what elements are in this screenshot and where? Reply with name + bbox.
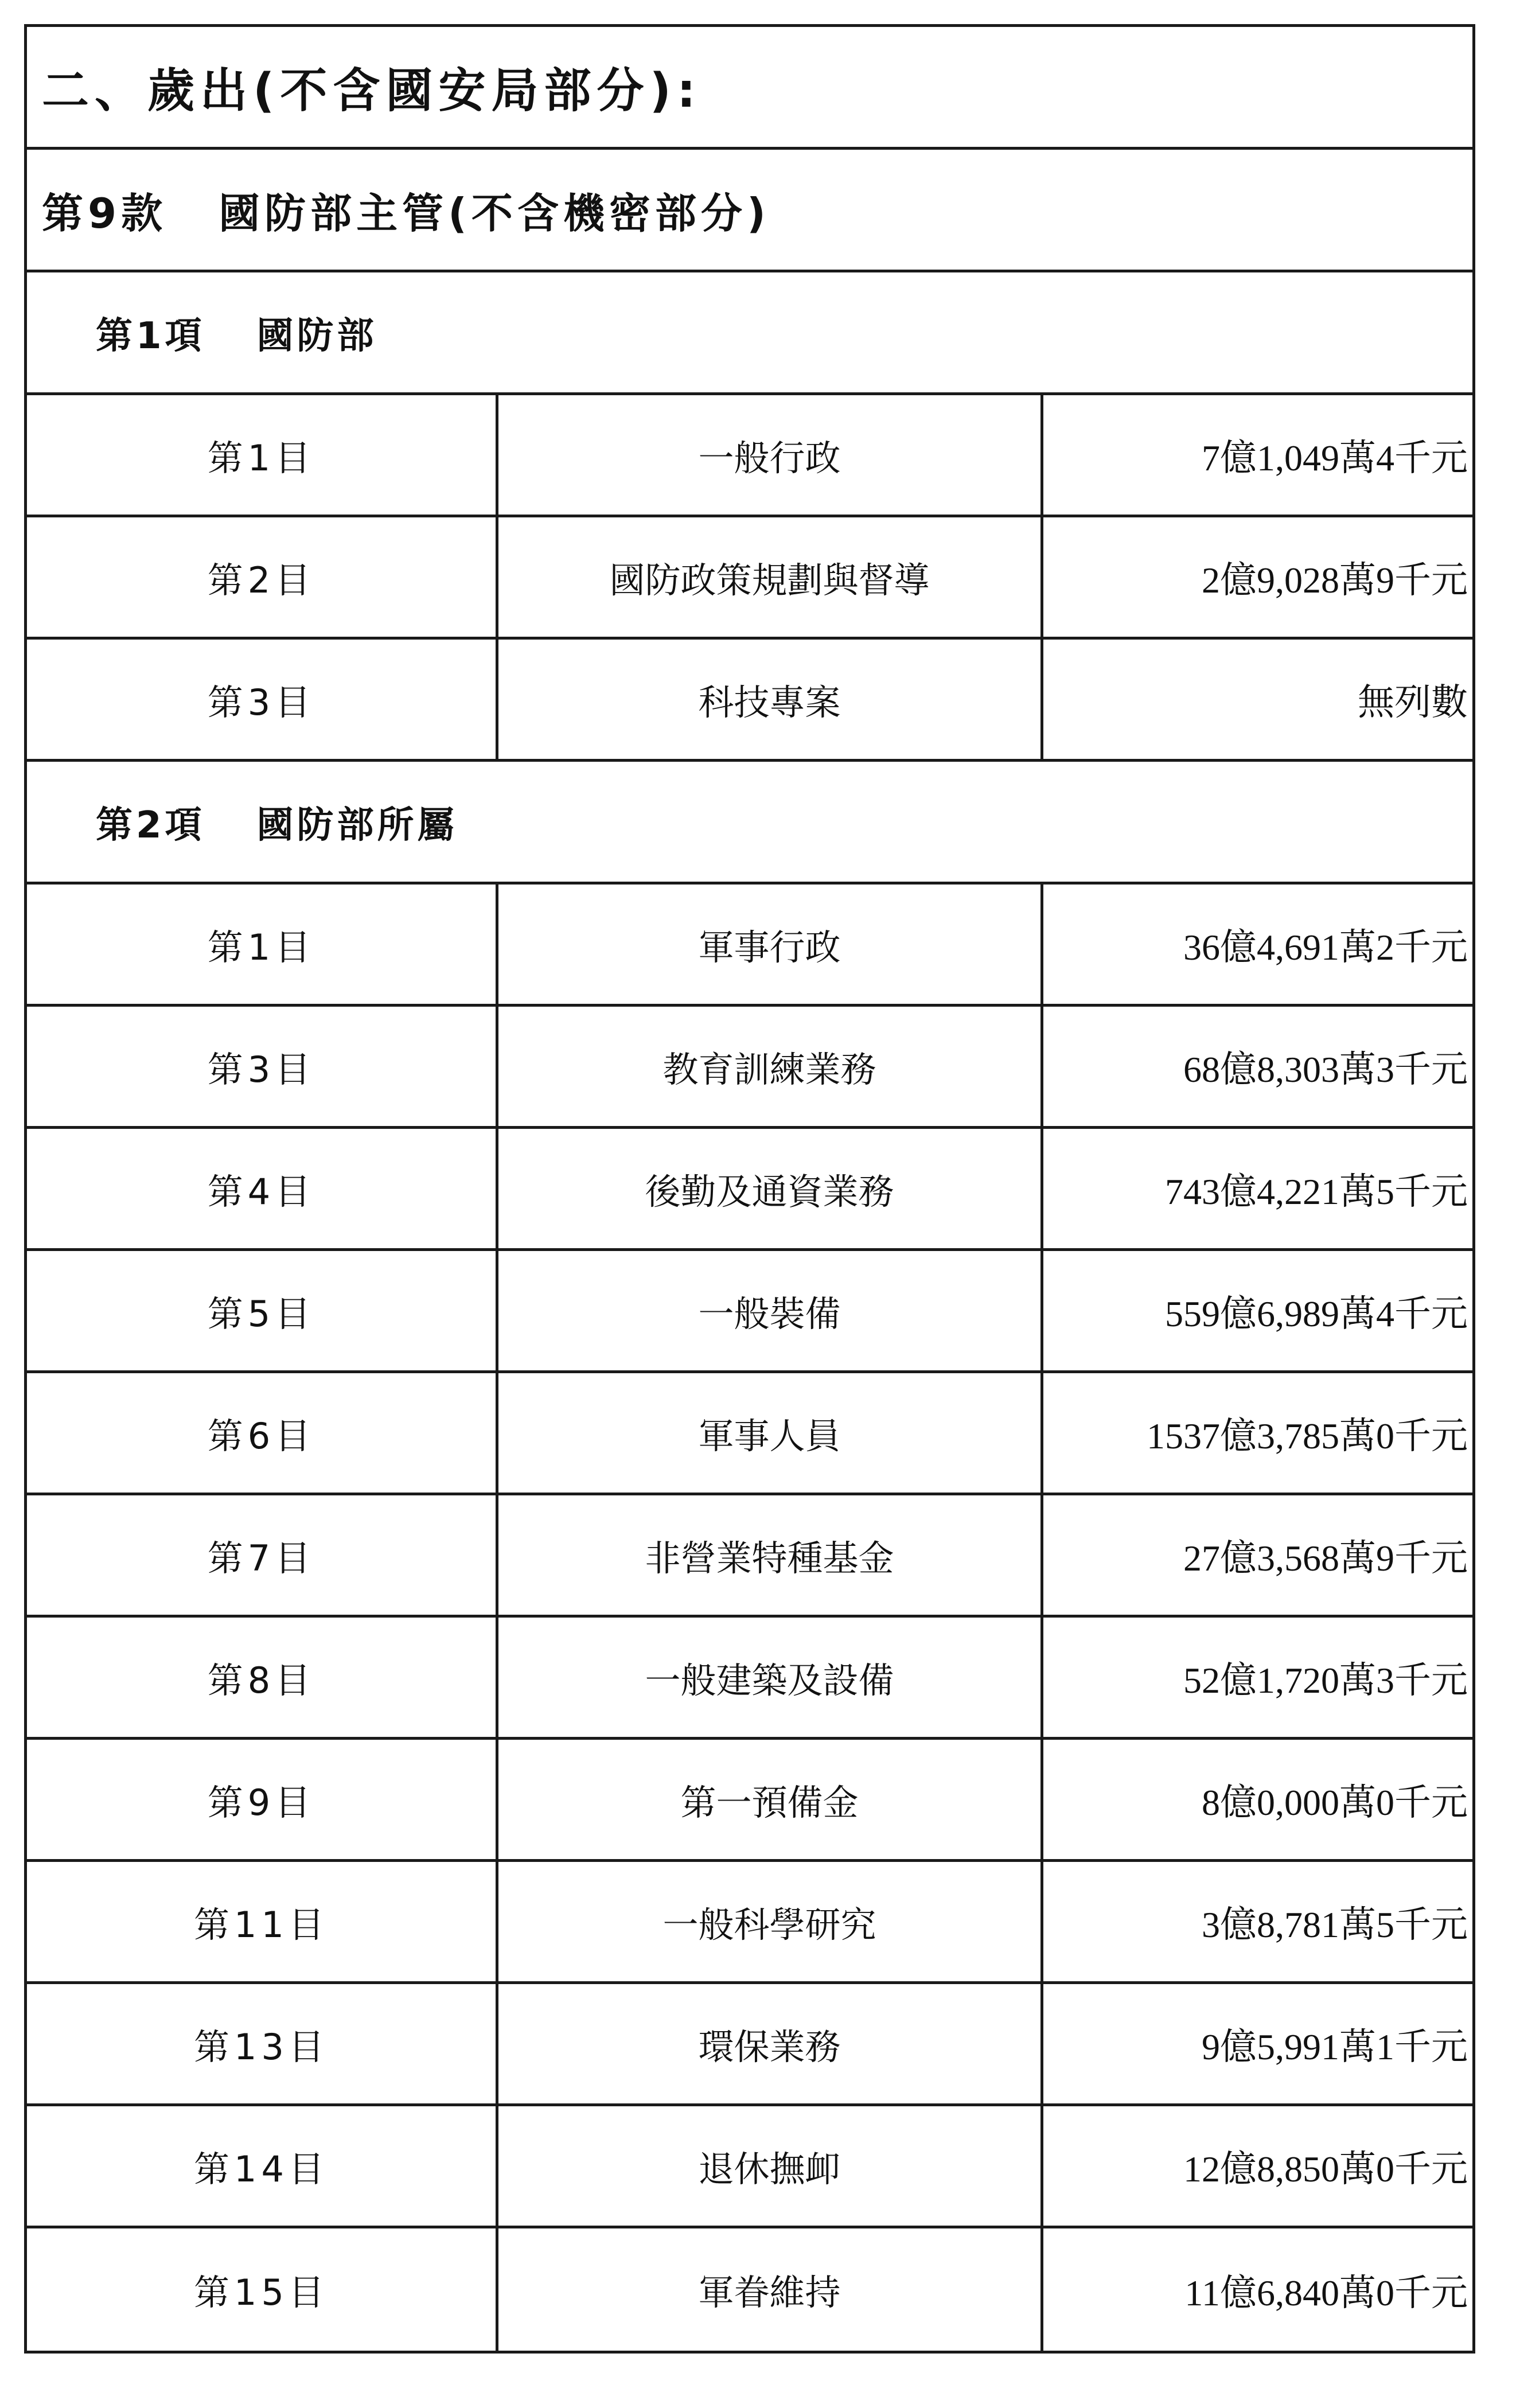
table-row: [27, 1007, 1472, 1129]
row-name: 國防政策規劃與督導: [498, 517, 1043, 637]
row-code: 第5目: [27, 1251, 498, 1370]
row-code: 第2目: [27, 517, 498, 637]
item-header: [27, 762, 1472, 885]
chapter-title: [27, 180, 770, 240]
section-header: [27, 27, 1472, 150]
item-number: 第1項: [96, 314, 205, 357]
row-name: 教育訓練業務: [498, 1007, 1043, 1126]
chapter-header: [27, 150, 1472, 272]
row-amount: 559億6,989萬4千元: [1165, 1293, 1468, 1334]
table-row: [27, 640, 1472, 762]
row-code: 第8目: [27, 1618, 498, 1737]
row-name: 非營業特種基金: [498, 1495, 1043, 1615]
row-name: 一般裝備: [498, 1251, 1043, 1370]
row-name: 科技專案: [498, 640, 1043, 759]
row-amount: 7億1,049萬4千元: [1202, 438, 1468, 478]
row-code: 第6目: [27, 1373, 498, 1493]
row-name: 第一預備金: [498, 1740, 1043, 1859]
row-name: 一般科學研究: [498, 1862, 1043, 1981]
table-row: [27, 1129, 1472, 1251]
table-row: [27, 1495, 1472, 1618]
table-row: [27, 1373, 1472, 1495]
row-amount: 68億8,303萬3千元: [1183, 1049, 1468, 1090]
table-row: [27, 1984, 1472, 2106]
row-amount: 27億3,568萬9千元: [1183, 1538, 1468, 1579]
row-name: 後勤及通資業務: [498, 1129, 1043, 1248]
table-row: [27, 1251, 1472, 1373]
row-amount: 2億9,028萬9千元: [1202, 560, 1468, 601]
row-code: 第9目: [27, 1740, 498, 1859]
row-code: 第4目: [27, 1129, 498, 1248]
table-row: [27, 517, 1472, 640]
row-amount: 36億4,691萬2千元: [1183, 927, 1468, 968]
row-name: 軍事人員: [498, 1373, 1043, 1493]
item-number: 第2項: [96, 804, 205, 847]
row-name: 退休撫卹: [498, 2106, 1043, 2226]
row-amount: 11億6,840萬0千元: [1184, 2272, 1468, 2313]
item-name: 國防部所屬: [256, 804, 458, 847]
row-code: 第15目: [27, 2228, 498, 2351]
row-amount: 9億5,991萬1千元: [1202, 2027, 1468, 2067]
item-name: 國防部: [256, 314, 377, 357]
row-name: 一般行政: [498, 395, 1043, 515]
table-row: [27, 1740, 1472, 1862]
row-code: 第1目: [27, 885, 498, 1004]
row-name: 軍眷維持: [498, 2228, 1043, 2351]
row-name: 軍事行政: [498, 885, 1043, 1004]
budget-table: [24, 24, 1475, 2354]
row-code: 第13目: [27, 1984, 498, 2103]
row-name: 一般建築及設備: [498, 1618, 1043, 1737]
row-amount: 8億0,000萬0千元: [1202, 1782, 1468, 1823]
item-title: [27, 796, 458, 848]
table-row: [27, 2106, 1472, 2228]
table-row: [27, 885, 1472, 1007]
table-row: [27, 1862, 1472, 1984]
row-code: 第7目: [27, 1495, 498, 1615]
row-amount: 3億8,781萬5千元: [1202, 1904, 1468, 1945]
item-header: [27, 272, 1472, 395]
table-row: [27, 395, 1472, 517]
section-title: 二、歲出(不含國安局部分):: [42, 64, 702, 118]
row-amount: 12億8,850萬0千元: [1183, 2149, 1468, 2189]
item-title: [27, 306, 377, 359]
items-container: [27, 272, 1472, 2351]
row-code: 第11目: [27, 1862, 498, 1981]
row-code: 第3目: [27, 1007, 498, 1126]
row-amount: 1537億3,785萬0千元: [1147, 1416, 1468, 1456]
row-amount: 無列數: [1358, 682, 1468, 723]
row-name: 環保業務: [498, 1984, 1043, 2103]
row-code: 第3目: [27, 640, 498, 759]
row-amount: 743億4,221萬5千元: [1165, 1171, 1468, 1212]
chapter-number: 第9款: [42, 189, 167, 237]
row-amount: 52億1,720萬3千元: [1183, 1660, 1468, 1701]
table-row: [27, 1618, 1472, 1740]
table-row: [27, 2228, 1472, 2351]
chapter-name: 國防部主管(不含機密部分): [219, 189, 770, 237]
row-code: 第1目: [27, 395, 498, 515]
row-code: 第14目: [27, 2106, 498, 2226]
